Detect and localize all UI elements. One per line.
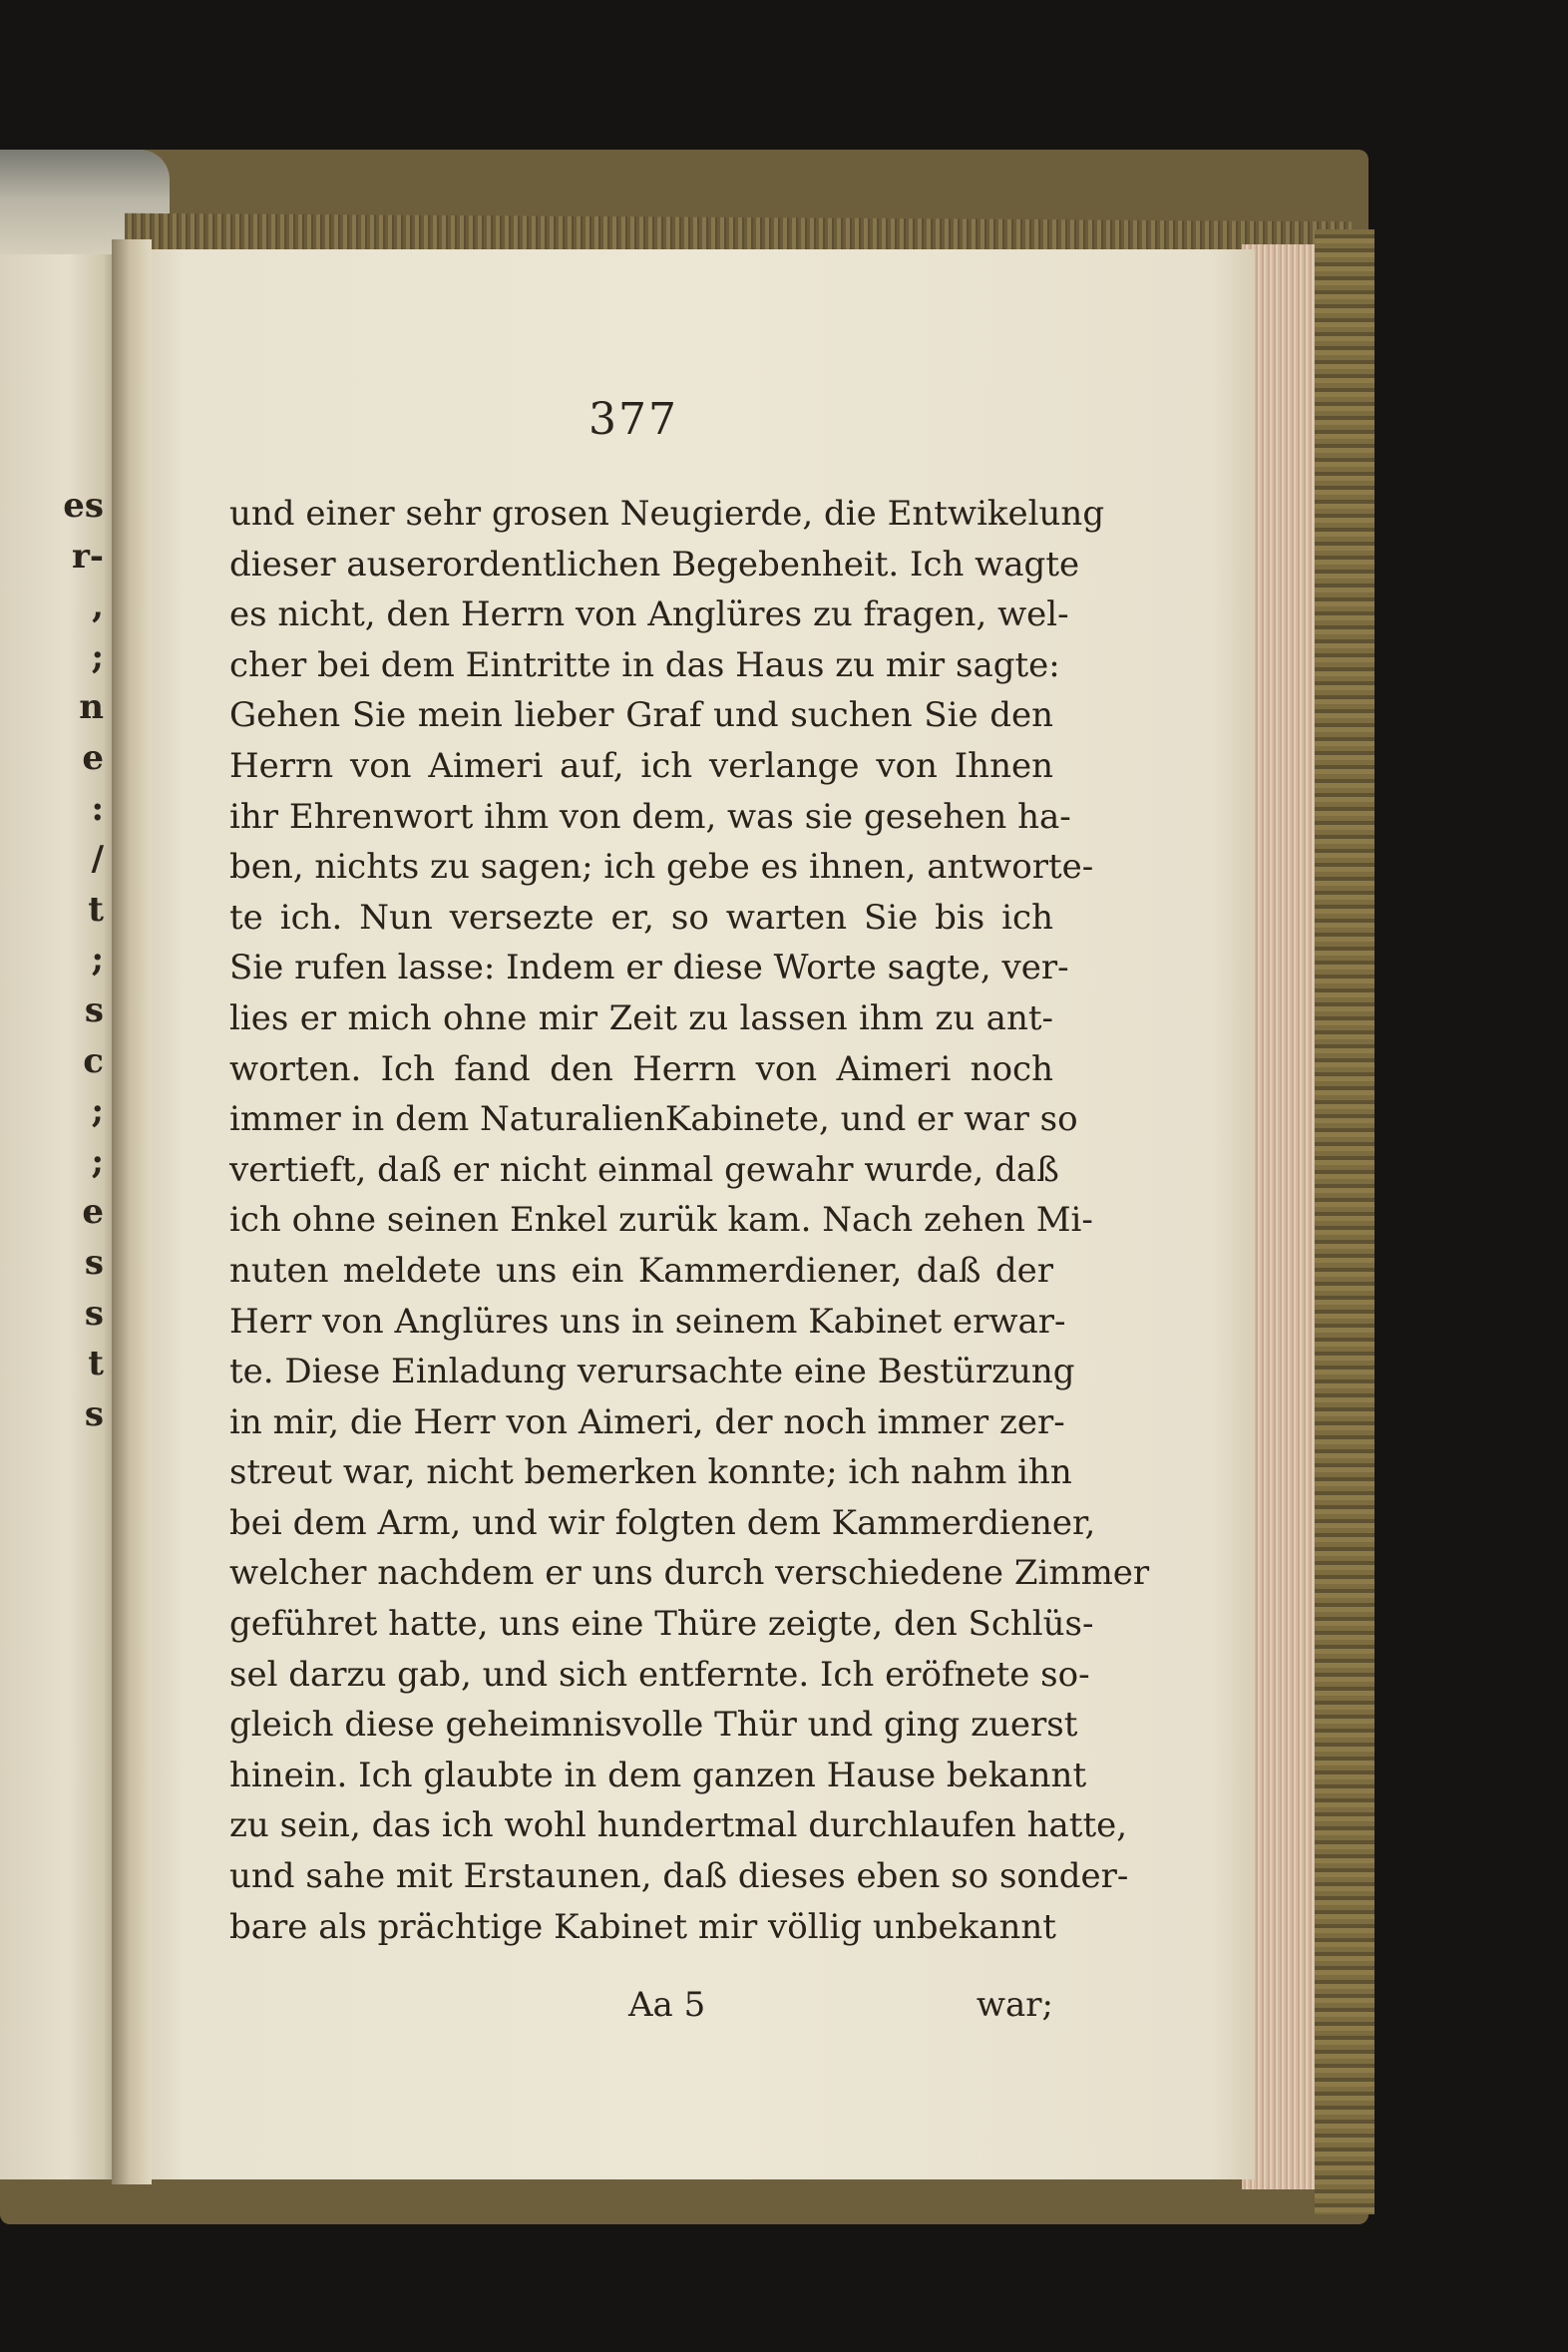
left-page-fragment: ; [91, 940, 104, 980]
book-gutter [112, 239, 152, 2184]
text-line: bare als prächtige Kabinet mir völlig unbekannt [229, 1906, 1056, 1947]
text-line: es nicht, den Herrn von Anglüres zu fragen, wel- [229, 594, 1069, 635]
left-page-fragment: t [88, 1344, 104, 1384]
text-line: Herrn von Aimeri auf, ich verlange von Ihnen [229, 745, 1053, 786]
left-page-fragment: e [82, 738, 104, 778]
text-line: ich ohne seinen Enkel zurük kam. Nach zehen Mi- [229, 1200, 1093, 1241]
left-page-fragment: r- [71, 536, 104, 577]
left-page-fragment: ; [91, 1141, 104, 1182]
left-page-fragment: ; [91, 1091, 104, 1132]
book-cover-right-edge [1315, 229, 1374, 2214]
text-line: welcher nachdem er uns durch verschiedene Zimmer [229, 1553, 1150, 1594]
page-number: 377 [588, 394, 678, 445]
left-page-fragment: s [84, 990, 104, 1030]
text-line: und sahe mit Erstaunen, daß dieses eben so sonder- [229, 1856, 1129, 1897]
text-block [229, 489, 1150, 1952]
text-line: lies er mich ohne mir Zeit zu lassen ihm zu ant- [229, 997, 1053, 1038]
text-line: sel darzu gab, und sich entfernte. Ich eröfnete so- [229, 1654, 1090, 1695]
left-page-fragment: e [82, 1192, 104, 1233]
left-page-fragment: s [84, 1293, 104, 1334]
left-page-fragment: t [88, 889, 104, 930]
text-line: Gehen Sie mein lieber Graf und suchen Sie den [229, 695, 1053, 736]
text-line: ben, nichts zu sagen; ich gebe es ihnen, antworte- [229, 847, 1094, 888]
text-line: zu sein, das ich wohl hundertmal durchlaufen hatte, [229, 1805, 1128, 1846]
text-line: te ich. Nun versezte er, so warten Sie bis ich [229, 897, 1053, 938]
text-line: hinein. Ich glaubte in dem ganzen Hause bekannt [229, 1755, 1087, 1795]
text-line: Sie rufen lasse: Indem er diese Worte sagte, ver- [229, 948, 1069, 988]
left-page-fragment: ; [91, 636, 104, 677]
text-line: ihr Ehrenwort ihm von dem, was sie gesehen ha- [229, 796, 1071, 837]
text-line: bei dem Arm, und wir folgten dem Kammerdiener, [229, 1502, 1096, 1543]
left-page-fragment: n [79, 687, 104, 728]
left-page-fragment: c [83, 1040, 104, 1081]
text-line: vertieft, daß er nicht einmal gewahr wurde, daß [229, 1149, 1059, 1190]
left-page [0, 254, 122, 2179]
text-line: streut war, nicht bemerken konnte; ich nahm ihn [229, 1452, 1072, 1493]
text-line: immer in dem NaturalienKabinete, und er war so [229, 1099, 1078, 1140]
text-line: dieser auserordentlichen Begebenheit. Ich wagte [229, 544, 1080, 585]
left-page-fragment: s [84, 1243, 104, 1283]
text-line: geführet hatte, uns eine Thüre zeigte, den Schlüs- [229, 1604, 1094, 1645]
text-line: gleich diese geheimnisvolle Thür und ging zuerst [229, 1705, 1078, 1746]
text-line: nuten meldete uns ein Kammerdiener, daß der [229, 1250, 1053, 1291]
text-line: worten. Ich fand den Herrn von Aimeri noch [229, 1048, 1053, 1089]
text-line: te. Diese Einladung verursachte eine Bestürzung [229, 1352, 1075, 1392]
left-page-fragment: , [92, 587, 104, 627]
left-page-fragment: : [91, 788, 104, 829]
text-line: in mir, die Herr von Aimeri, der noch immer zer- [229, 1401, 1065, 1442]
page-footer [229, 1980, 1053, 2030]
left-page-fragment: es [63, 486, 104, 526]
text-line: und einer sehr grosen Neugierde, die Entwikelung [229, 494, 1105, 534]
text-line: Herr von Anglüres uns in seinem Kabinet erwar- [229, 1301, 1066, 1342]
catchword: war; [976, 1985, 1053, 2025]
left-page-fragment: / [91, 839, 104, 880]
signature-mark: Aa 5 [628, 1985, 706, 2025]
left-page-fragment: s [84, 1393, 104, 1434]
text-line: cher bei dem Eintritte in das Haus zu mir sagte: [229, 644, 1060, 685]
